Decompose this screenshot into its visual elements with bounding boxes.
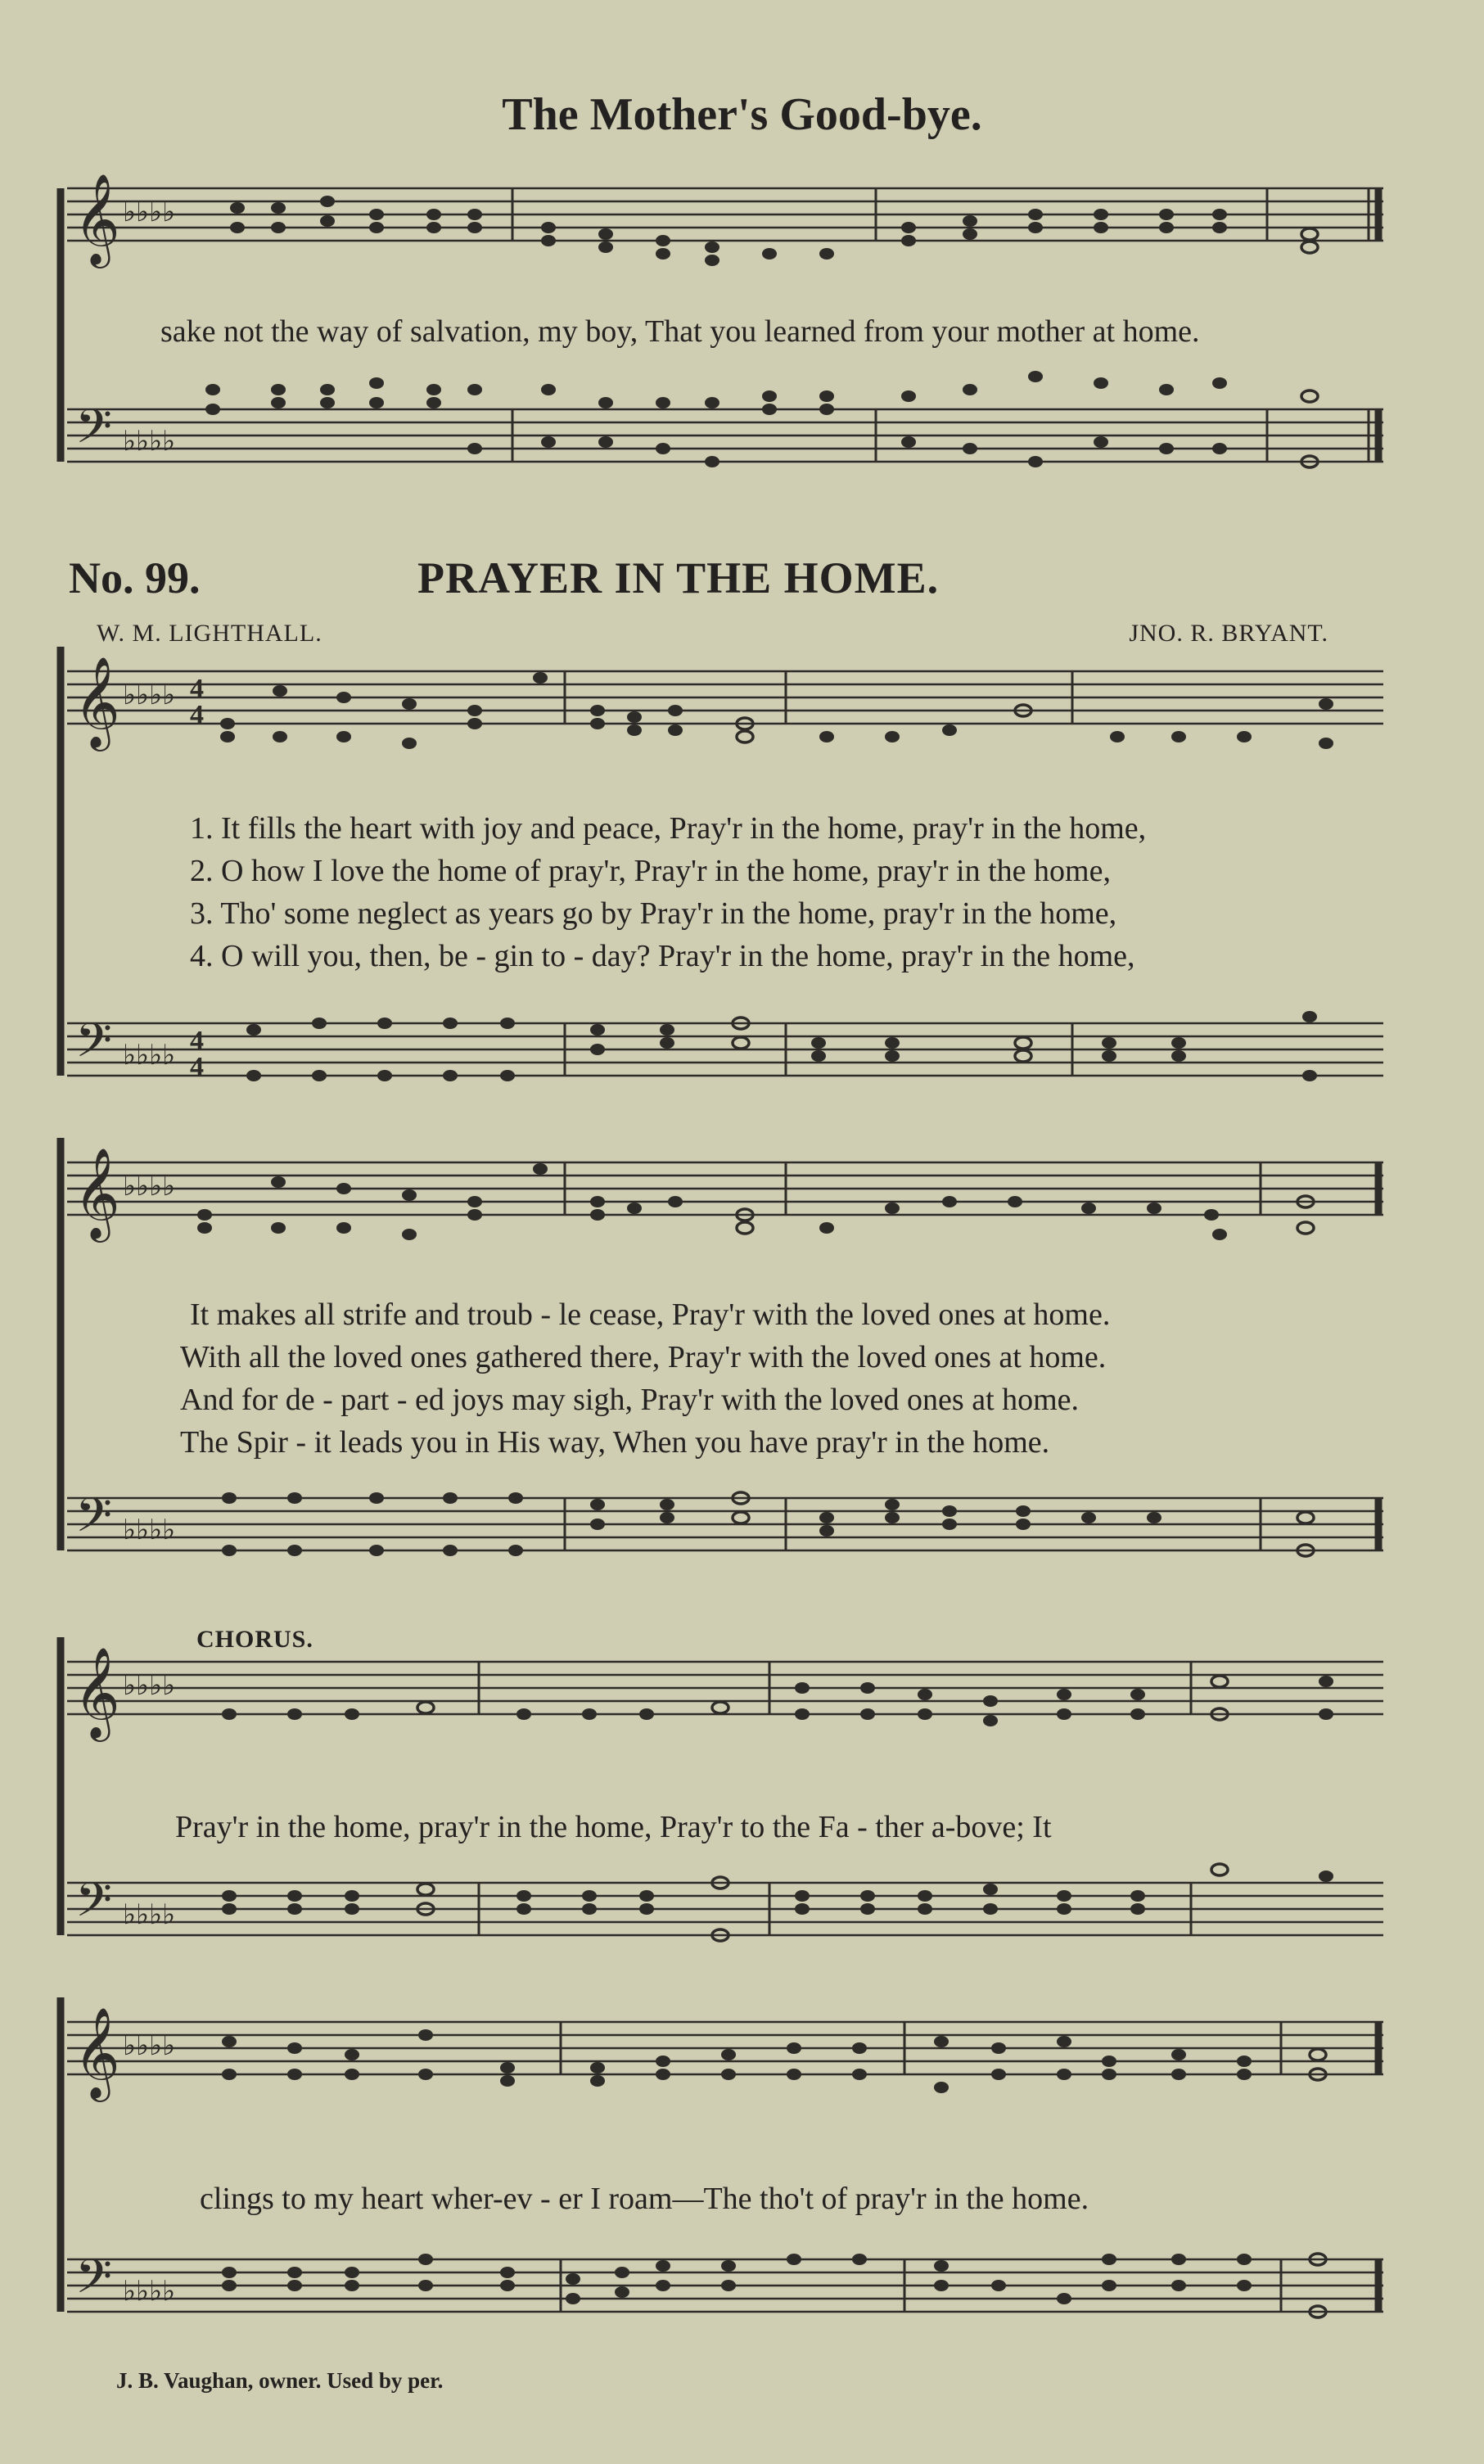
chorus-bass-staff [0,1842,1484,1989]
time-signature: 4 [190,674,204,704]
verse-4-line-2: The Spir - it leads you in His way, When you have pray'r in the home. [180,1425,1050,1460]
bass-clef-icon: 𝄢 [75,1872,113,1939]
key-signature-flats-icon: ♭♭♭♭ [123,1170,176,1203]
treble-clef-icon: 𝄞 [74,1646,120,1738]
notes [230,196,1318,266]
system1-bass-staff [0,982,1484,1130]
final-bass-staff [0,2218,1484,2366]
notes [205,371,1318,467]
staff-lines [67,1162,1383,1215]
verse-1-line-1: 1. It fills the heart with joy and peace, Pray'r in the home, pray'r in the home, [190,811,1147,846]
verse-1-line-2: It makes all strife and troub - le cease, Pray'r with the loved ones at home. [190,1297,1111,1332]
verse-3-line-1: 3. Tho' some neglect as years go by Pray'r in the home, pray'r in the home, [190,896,1117,931]
copyright-footer: J. B. Vaughan, owner. Used by per. [116,2368,444,2393]
top-song-lyric: sake not the way of salvation, my boy, That you learned from your mother at home. [160,314,1200,349]
key-signature-flats-icon: ♭♭♭♭ [123,1039,176,1072]
key-signature-flats-icon: ♭♭♭♭ [123,425,176,458]
notes [246,1011,1317,1081]
verse-4-line-1: 4. O will you, then, be - gin to - day? Pray'r in the home, pray'r in the home, [190,939,1135,973]
treble-clef-icon: 𝄞 [74,656,120,747]
staff-lines [67,188,1383,241]
staff-lines [67,671,1383,724]
staff-lines [67,1883,1383,1935]
final-treble-staff [0,1997,1484,2137]
system2-treble-staff [0,1138,1484,1277]
chorus-line-2: clings to my heart wher-ev - er I roam—The tho't of pray'r in the home. [200,2182,1089,2216]
top-song-bass-staff [0,352,1484,532]
system1-treble-staff [0,655,1484,794]
time-signature: 4 [190,1026,204,1056]
hymn-number: No. 99. [69,553,201,602]
key-signature-flats-icon: ♭♭♭♭ [123,196,176,228]
bass-clef-icon: 𝄢 [75,1013,113,1080]
chorus-line-1: Pray'r in the home, pray'r in the home, Pray'r to the Fa - ther a-bove; It [175,1810,1052,1844]
key-signature-flats-icon: ♭♭♭♭ [123,2029,176,2062]
system2-bass-staff [0,1465,1484,1613]
verse-3-line-2: And for de - part - ed joys may sigh, Pray'r with the loved ones at home. [180,1383,1080,1417]
svg-text:4: 4 [190,1052,204,1082]
staff-lines [67,1023,1383,1076]
notes [222,1864,1333,1941]
bass-clef-icon: 𝄢 [75,399,113,466]
key-signature-flats-icon: ♭♭♭♭ [123,679,176,711]
key-signature-flats-icon: ♭♭♭♭ [123,1669,176,1702]
top-song-title: The Mother's Good-bye. [502,89,982,140]
treble-clef-icon: 𝄞 [74,1147,120,1239]
bass-clef-icon: 𝄢 [75,2249,113,2316]
staff-lines [67,1498,1383,1550]
words-credit: W. M. LIGHTHALL. [97,620,323,647]
staff-lines [67,409,1383,462]
treble-clef-icon: 𝄞 [74,173,120,264]
music-credit: JNO. R. BRYANT. [1129,620,1328,647]
treble-clef-icon: 𝄞 [74,2006,120,2098]
verse-2-line-2: With all the loved ones gathered there, Pray'r with the loved ones at home. [180,1340,1107,1374]
key-signature-flats-icon: ♭♭♭♭ [123,2275,176,2308]
staff-lines [67,1662,1383,1714]
staff-lines [67,2022,1383,2074]
chorus-treble-staff [0,1637,1484,1776]
svg-text:4: 4 [190,700,204,730]
chorus-label: CHORUS. [196,1626,313,1653]
key-signature-flats-icon: ♭♭♭♭ [123,1898,176,1931]
bass-clef-icon: 𝄢 [75,1487,113,1555]
top-song-treble-staff [0,164,1484,295]
hymn-title: PRAYER IN THE HOME. [417,553,940,602]
verse-2-line-1: 2. O how I love the home of pray'r, Pray'r in the home, pray'r in the home, [190,854,1111,888]
key-signature-flats-icon: ♭♭♭♭ [123,1514,176,1546]
